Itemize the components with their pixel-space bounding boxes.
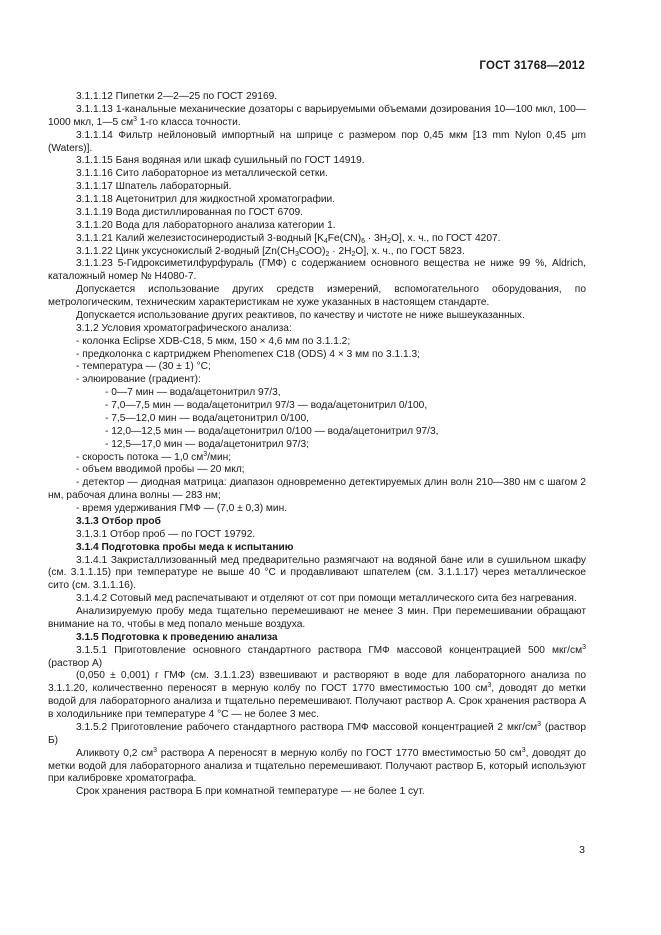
condition-detector: - детектор — диодная матрица: диапазон одновременно детектируемых длин волн 210—380 нм с шагом 2 нм, рабочая длина волны — 283 нм; [48, 477, 586, 502]
text-run: - скорость потока — 1,0 см [76, 451, 204, 463]
solution-b-procedure [48, 748, 586, 787]
text-run: /мин; [207, 451, 232, 463]
clause-3-1-1-15: 3.1.1.15 Баня водяная или шкаф сушильный по ГОСТ 14919. [76, 155, 365, 167]
condition-flow-rate [76, 452, 586, 465]
clause-3-1-1-13 [48, 104, 586, 130]
text-run: (раствор Б) [48, 721, 586, 746]
superscript: 3 [153, 746, 158, 754]
text-run: O], х. ч., по ГОСТ 5823. [355, 245, 465, 257]
heading-3-1-4: 3.1.4 Подготовка пробы меда к испытанию [76, 541, 294, 553]
gradient-step: - 7,0—7,5 мин — вода/ацетонитрил 97/3 — вода/ацетонитрил 0/100, [105, 400, 428, 411]
clause-3-1-1-20: 3.1.1.20 Вода для лабораторного анализа категории 1. [76, 219, 336, 231]
clause-3-1-2: 3.1.2 Условия хроматографического анализа: [76, 322, 292, 334]
subscript: 4 [323, 237, 328, 245]
condition-column: - колонка Eclipse XDB-C18, 5 мкм, 150 × 4,6 мм по 3.1.1.2; [76, 335, 351, 347]
text-run: 3.1.1.22 Цинк уксуснокислый 2-водный [Zn(CH [76, 245, 295, 257]
clause-3-1-1-16: 3.1.1.16 Сито лабораторное из металлической сетки. [76, 168, 328, 180]
superscript: 3 [203, 450, 208, 458]
clause-3-1-1-19: 3.1.1.19 Вода дистиллированная по ГОСТ 6709. [76, 206, 303, 218]
clause-3-1-4-1: 3.1.4.1 Закристаллизованный мед предварительно размягчают на водяной бане или в сушильном шкафу (см. 3.1.1.15) при температуре не выше 40 °С и продавливают шпателем (см. 3.1.1.17) через металлическое сито (см. 3.1.1.16). [48, 554, 586, 592]
condition-precolumn: - предколонка с картриджем Phenomenex C18 (ODS) 4 × 3 мм по 3.1.1.3; [76, 348, 421, 360]
text-run: 3.1.1.21 Калий железистосинеродистый 3-водный [K [76, 232, 324, 244]
text-run: , доводят до метки водой для лабораторного анализа и тщательно перемешивают. Получают раствор А. Срок хранения раствора А в холодильнике при температуре 4 °С — не более 3 мес. [48, 683, 586, 720]
superscript: 3 [487, 682, 492, 690]
condition-injection-volume: - объем вводимой пробы — 20 мкл; [76, 464, 245, 476]
text-run: 3.1.5.1 Приготовление основного стандартного раствора ГМФ массовой концентрацией 500 мкг/см [76, 644, 583, 656]
condition-elution: - элюирование (градиент): [76, 374, 201, 386]
clause-3-1-3-1: 3.1.3.1 Отбор проб — по ГОСТ 19792. [76, 528, 256, 540]
gradient-step: - 7,5—12,0 мин — вода/ацетонитрил 0/100, [105, 412, 309, 424]
gradient-step: - 12,0—12,5 мин — вода/ацетонитрил 0/100 — вода/ацетонитрил 97/3, [105, 425, 439, 437]
note-equipment: Допускается использование других средств измерений, вспомогательного оборудования, по метрологическим, техническим характеристикам не хуже указанных в настоящем стандарте. [48, 284, 586, 308]
heading-3-1-3: 3.1.3 Отбор проб [76, 515, 161, 527]
text-run: COO) [298, 245, 326, 257]
clause-3-1-1-12: 3.1.1.12 Пипетки 2—2—25 по ГОСТ 29169. [76, 91, 278, 102]
subscript: 6 [361, 237, 366, 245]
clause-3-1-1-21 [48, 233, 586, 246]
superscript: 3 [537, 720, 541, 728]
note-reagents: Допускается использование других реактивов, по качеству и чистоте не ниже вышеуказанных. [76, 309, 525, 321]
clause-3-1-1-22 [48, 246, 586, 259]
text-run: Аликвоту 0,2 см [76, 747, 154, 759]
solution-b-storage: Срок хранения раствора Б при комнатной температуре — не более 1 сут. [76, 786, 425, 798]
clause-3-1-1-17: 3.1.1.17 Шпатель лабораторный. [76, 181, 232, 193]
condition-temperature: - температура — (30 ± 1) °С; [76, 361, 211, 373]
clause-3-1-5-2 [48, 722, 586, 748]
clause-3-1-1-14: 3.1.1.14 Фильтр нейлоновый импортный на шприце с размером пор 0,45 мкм [13 mm Nylon 0,45 μm (Waters)]. [48, 129, 586, 154]
document-id-header: ГОСТ 31768—2012 [479, 60, 585, 72]
text-run: 1-го класса точности. [137, 116, 241, 128]
page-number: 3 [579, 844, 585, 856]
clause-3-1-1-23: 3.1.1.23 5-Гидроксиметилфурфураль (ГМФ) с содержанием основного вещества не ниже 99 %, Aldrich, каталожный номер № H4080-7. [48, 258, 586, 283]
text-run: раствора А переносят в мерную колбу по ГОСТ 1770 вместимостью 50 см [157, 747, 522, 759]
text-run: (раствор А) [48, 657, 103, 669]
subscript: 3 [294, 250, 299, 258]
gradient-step: - 0—7 мин — вода/ацетонитрил 97/3, [105, 387, 281, 399]
text-run: , доводят до метки водой для лабораторного анализа и тщательно перемешивают. Получают раствор Б, который используют при калибровке хроматографа. [48, 747, 586, 785]
superscript: 3 [133, 115, 138, 123]
text-run: · 3H [365, 232, 388, 244]
subscript: 2 [387, 237, 392, 245]
clause-3-1-1-18: 3.1.1.18 Ацетонитрил для жидкостной хроматографии. [76, 194, 336, 205]
document-body [48, 91, 586, 799]
text-run: O], х. ч., по ГОСТ 4207. [391, 232, 501, 244]
clause-3-1-5-1 [48, 645, 586, 671]
superscript: 3 [521, 746, 526, 754]
text-run: Fe(CN) [327, 232, 362, 244]
subscript: 2 [351, 250, 356, 258]
solution-a-procedure [48, 670, 586, 722]
note-mixing: Анализируемую пробу меда тщательно перемешивают не менее 3 мин. При перемешивании обращают внимание на то, чтобы в мед попало меньше воздуха. [48, 606, 586, 630]
subscript: 2 [325, 250, 330, 258]
text-run: 3.1.1.13 1-канальные механические дозаторы с варьируемыми объемами дозирования 10—100 мкл, 100—1000 мкл, 1—5 см [48, 103, 586, 128]
text-run: (0,050 ± 0,001) г ГМФ (см. 3.1.1.23) взвешивают и растворяют в воде для лабораторного анализа по 3.1.1.20, количественно переносят в мерную колбу по ГОСТ 1770 вместимостью 100 см [48, 670, 586, 695]
gradient-step: - 12,5—17,0 мин — вода/ацетонитрил 97/3; [105, 438, 309, 450]
text-run: · 2H [329, 245, 352, 257]
text-run: 3.1.5.2 Приготовление рабочего стандартного раствора ГМФ массовой концентрацией 2 мкг/см [76, 721, 538, 733]
clause-3-1-4-2: 3.1.4.2 Сотовый мед распечатывают и отделяют от сот при помощи металлического сита без нагревания. [76, 593, 577, 605]
superscript: 3 [582, 643, 586, 651]
condition-retention-time: - время удерживания ГМФ — (7,0 ± 0,3) мин. [76, 503, 288, 514]
heading-3-1-5: 3.1.5 Подготовка к проведению анализа [76, 631, 278, 643]
